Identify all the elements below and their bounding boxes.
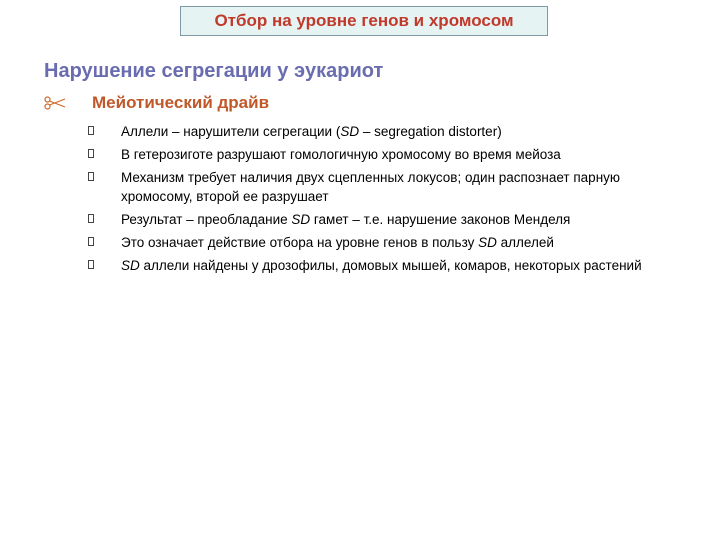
bullet-item bbox=[44, 145, 684, 164]
bullet-list bbox=[44, 122, 684, 275]
square-bullet-icon bbox=[88, 126, 94, 135]
bullet-text: Это означает действие отбора на уровне генов в пользу bbox=[121, 235, 479, 250]
bullet-text: В гетерозиготе разрушают гомологичную хромосому во время мейоза bbox=[121, 147, 561, 162]
title-box bbox=[180, 6, 548, 36]
bullet-text: SD bbox=[340, 124, 360, 139]
square-bullet-icon bbox=[88, 149, 94, 158]
scissors-icon bbox=[44, 96, 66, 110]
bullet-text: гамет – т.е. нарушение законов Менделя bbox=[310, 212, 571, 227]
square-bullet-icon bbox=[88, 214, 94, 223]
bullet-text: Механизм требует наличия двух сцепленных локусов; один распознает парную хромосому, второй ее разрушает bbox=[121, 170, 621, 204]
bullet-item bbox=[44, 168, 684, 206]
bullet-item bbox=[44, 256, 684, 275]
bullet-text: SD bbox=[121, 258, 140, 273]
subtitle: Нарушение сегрегации у эукариот bbox=[44, 60, 384, 82]
bullet-text: Результат – преобладание bbox=[121, 212, 292, 227]
section-heading bbox=[44, 92, 684, 114]
bullet-item bbox=[44, 210, 684, 229]
bullet-item bbox=[44, 122, 684, 141]
bullet-text: SD bbox=[291, 212, 311, 227]
bullet-text: аллели найдены у дрозофилы, домовых мышей, комаров, некоторых растений bbox=[139, 258, 642, 273]
square-bullet-icon bbox=[88, 260, 94, 269]
section bbox=[44, 92, 684, 279]
square-bullet-icon bbox=[88, 172, 94, 181]
slide-title: Отбор на уровне генов и хромосом bbox=[214, 11, 514, 30]
bullet-text: Аллели – нарушители сегрегации ( bbox=[121, 124, 341, 139]
section-label: Мейотический драйв bbox=[92, 93, 270, 112]
bullet-text: SD bbox=[478, 235, 497, 250]
bullet-text: – segregation distorter) bbox=[359, 124, 502, 139]
bullet-text: аллелей bbox=[496, 235, 554, 250]
square-bullet-icon bbox=[88, 237, 94, 246]
bullet-item bbox=[44, 233, 684, 252]
